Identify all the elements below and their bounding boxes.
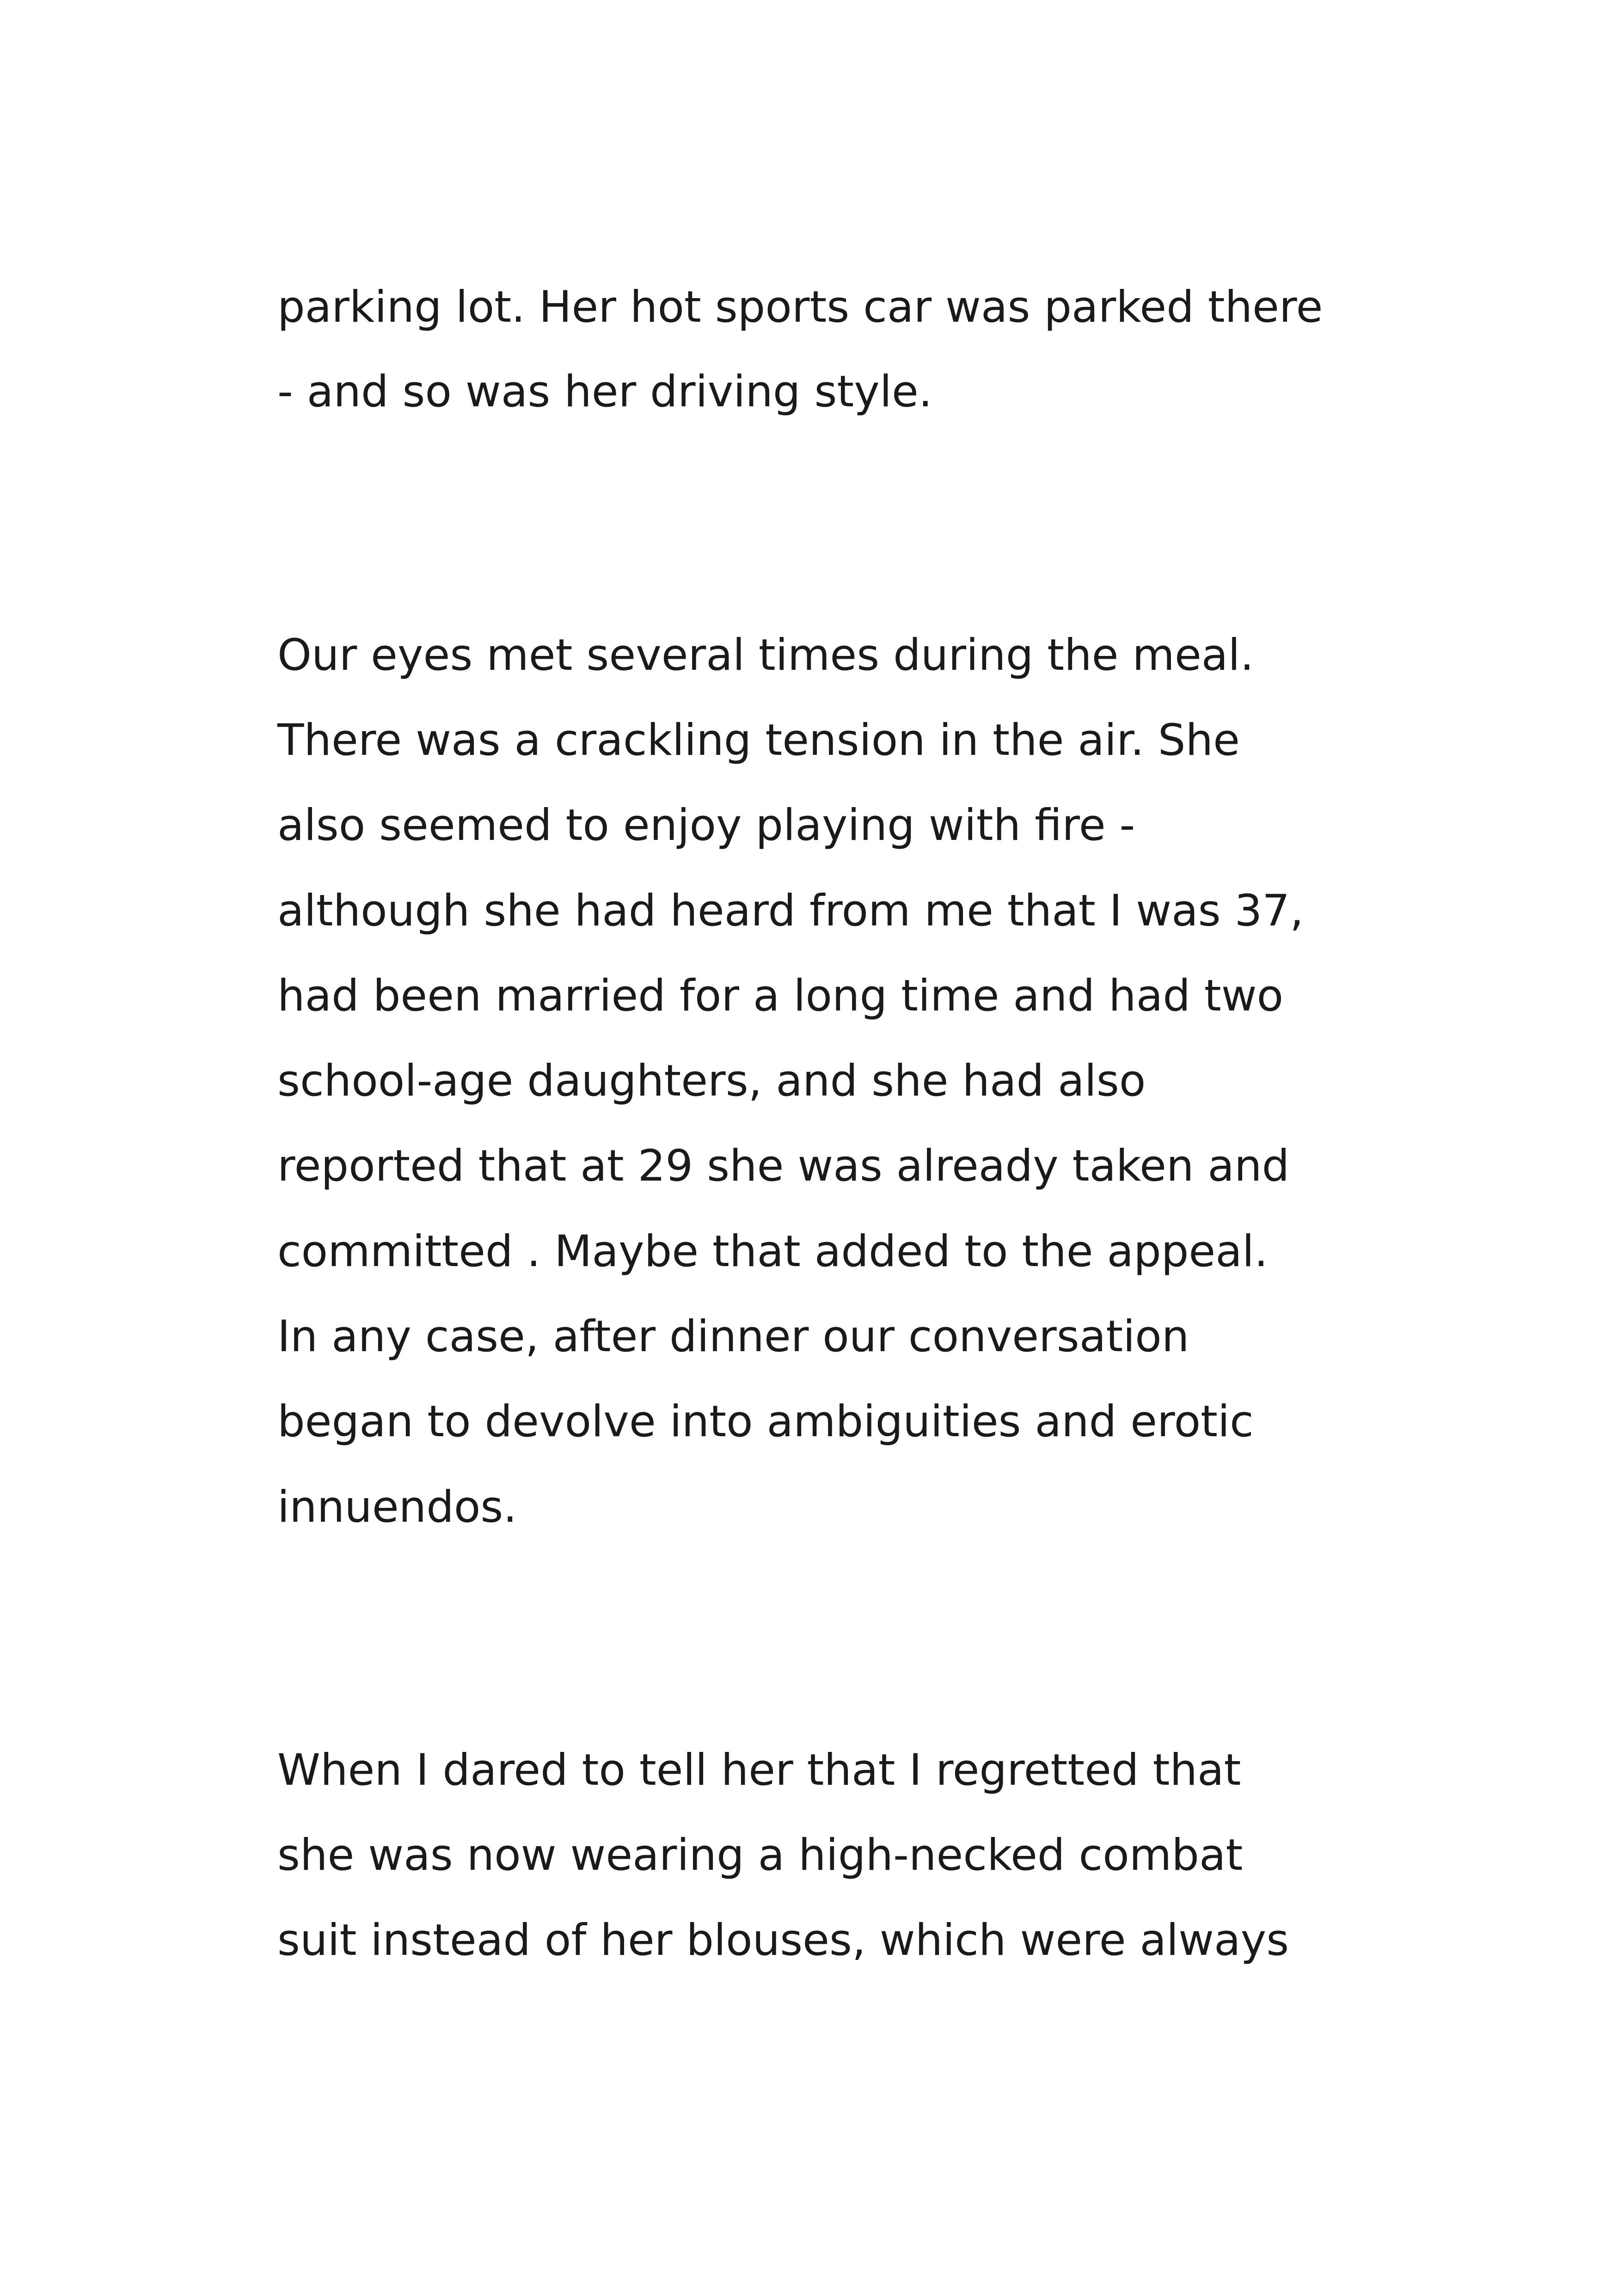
text-line: parking lot. Her hot sports car was parked there bbox=[277, 282, 1323, 332]
text-line: In any case, after dinner our conversation bbox=[277, 1311, 1189, 1362]
text-line: reported that at 29 she was already taken and bbox=[277, 1141, 1290, 1191]
text-line: innuendos. bbox=[277, 1482, 517, 1532]
text-line: school-age daughters, and she had also bbox=[277, 1056, 1146, 1106]
text-line: began to devolve into ambiguities and erotic bbox=[277, 1396, 1254, 1447]
text-line: suit instead of her blouses, which were always bbox=[277, 1915, 1289, 1965]
text-line: had been married for a long time and had two bbox=[277, 971, 1284, 1021]
text-line: although she had heard from me that I was 37, bbox=[277, 886, 1304, 936]
text-line: also seemed to enjoy playing with fire - bbox=[277, 800, 1135, 851]
text-line: she was now wearing a high-necked combat bbox=[277, 1830, 1243, 1880]
text-line: committed . Maybe that added to the appeal. bbox=[277, 1226, 1268, 1277]
text-line: - and so was her driving style. bbox=[277, 367, 932, 417]
text-line: There was a crackling tension in the air. She bbox=[277, 715, 1240, 765]
text-line: When I dared to tell her that I regretted that bbox=[277, 1745, 1241, 1795]
text-line: Our eyes met several times during the meal. bbox=[277, 630, 1254, 680]
